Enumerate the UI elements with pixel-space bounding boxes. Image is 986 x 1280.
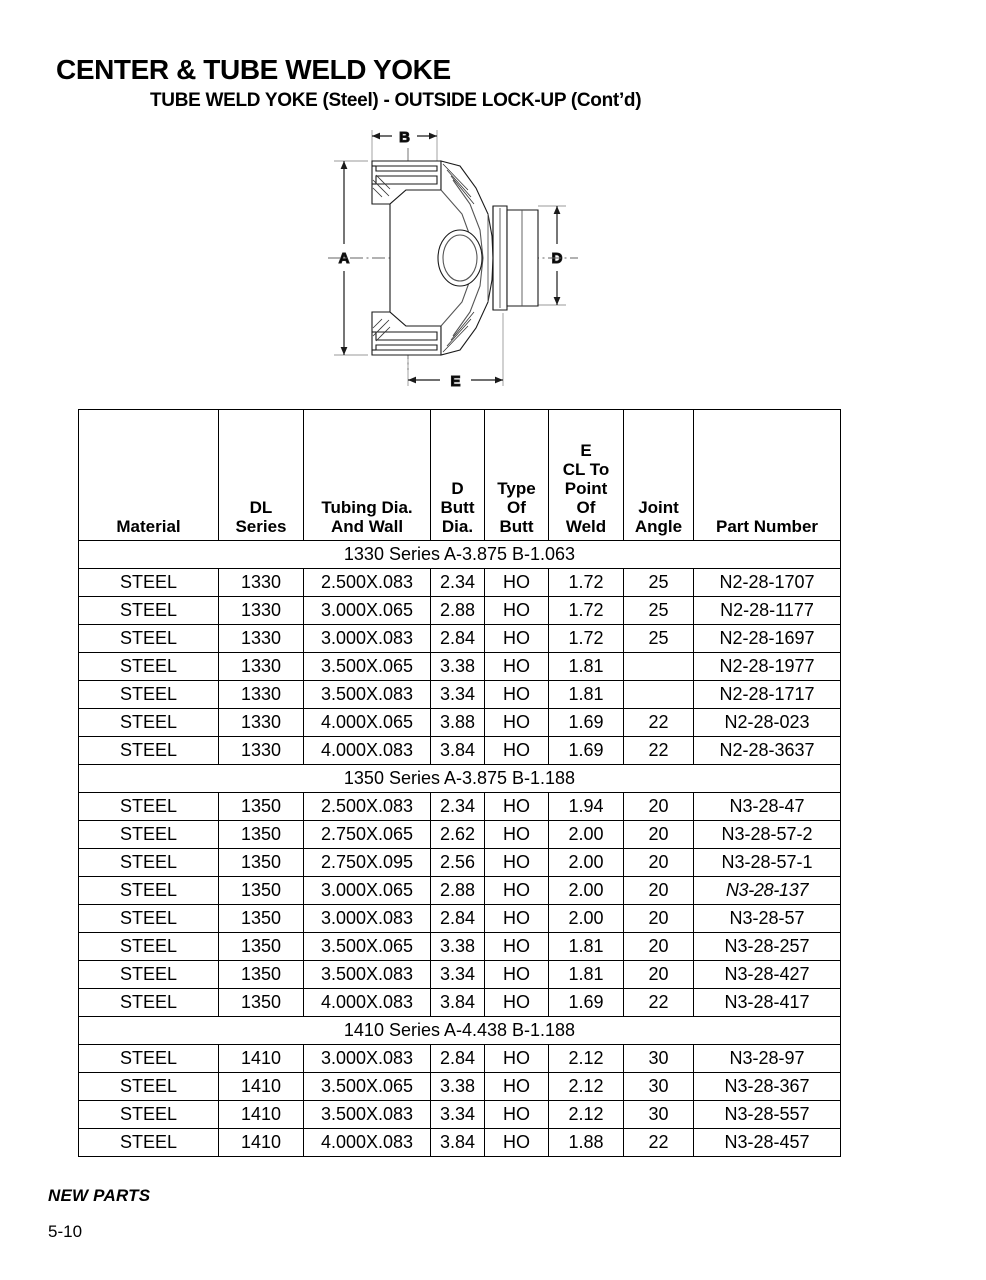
table-row xyxy=(79,1101,841,1129)
column-header-material xyxy=(79,410,219,541)
header-line: And Wall xyxy=(330,516,404,536)
cell-part-number: N3-28-367 xyxy=(694,1073,841,1101)
cell-part-number: N3-28-57 xyxy=(694,905,841,933)
cell-weld: 2.12 xyxy=(549,1045,624,1073)
cell-material: STEEL xyxy=(79,597,219,625)
column-header-part-number xyxy=(694,410,841,541)
cell-tubing: 3.000X.083 xyxy=(304,625,431,653)
cell-type-of-butt: HO xyxy=(485,597,549,625)
cell-joint-angle: 20 xyxy=(624,933,694,961)
dim-label-b: B xyxy=(399,129,410,146)
cell-material: STEEL xyxy=(79,849,219,877)
cell-tubing: 3.500X.065 xyxy=(304,1073,431,1101)
table-row xyxy=(79,793,841,821)
section-title: 1330 Series A-3.875 B-1.063 xyxy=(79,541,841,569)
cell-dl-series: 1350 xyxy=(219,961,304,989)
cell-part-number: N3-28-47 xyxy=(694,793,841,821)
cell-butt-dia: 2.56 xyxy=(431,849,485,877)
cell-joint-angle: 30 xyxy=(624,1101,694,1129)
table-section-header xyxy=(79,1017,841,1045)
table-row xyxy=(79,1129,841,1157)
header-line: Angle xyxy=(634,516,683,536)
cell-dl-series: 1410 xyxy=(219,1045,304,1073)
cell-material: STEEL xyxy=(79,877,219,905)
cell-tubing: 3.500X.083 xyxy=(304,1101,431,1129)
cell-weld: 1.69 xyxy=(549,737,624,765)
cell-tubing: 4.000X.065 xyxy=(304,709,431,737)
table-row xyxy=(79,989,841,1017)
cell-butt-dia: 3.38 xyxy=(431,653,485,681)
cell-tubing: 3.500X.065 xyxy=(304,653,431,681)
cell-dl-series: 1350 xyxy=(219,989,304,1017)
cell-material: STEEL xyxy=(79,1045,219,1073)
cell-weld: 2.12 xyxy=(549,1073,624,1101)
cell-joint-angle: 20 xyxy=(624,905,694,933)
cell-part-number: N2-28-1977 xyxy=(694,653,841,681)
table-row xyxy=(79,821,841,849)
cell-part-number: N2-28-3637 xyxy=(694,737,841,765)
cell-dl-series: 1350 xyxy=(219,849,304,877)
cell-type-of-butt: HO xyxy=(485,1045,549,1073)
cell-tubing: 2.500X.083 xyxy=(304,569,431,597)
cell-material: STEEL xyxy=(79,1101,219,1129)
column-header-butt-dia xyxy=(431,410,485,541)
cell-material: STEEL xyxy=(79,989,219,1017)
header-line: Weld xyxy=(565,516,607,536)
table-row xyxy=(79,905,841,933)
cell-butt-dia: 3.84 xyxy=(431,989,485,1017)
cell-butt-dia: 3.34 xyxy=(431,681,485,709)
cell-butt-dia: 2.84 xyxy=(431,625,485,653)
cell-joint-angle: 25 xyxy=(624,625,694,653)
cell-joint-angle: 30 xyxy=(624,1045,694,1073)
header-line: Type xyxy=(497,478,536,498)
cell-material: STEEL xyxy=(79,933,219,961)
cell-joint-angle xyxy=(624,653,694,681)
cell-material: STEEL xyxy=(79,793,219,821)
table-section-header xyxy=(79,765,841,793)
table-row xyxy=(79,569,841,597)
cell-tubing: 3.000X.083 xyxy=(304,905,431,933)
header-line: Series xyxy=(235,516,287,536)
cell-part-number: N2-28-023 xyxy=(694,709,841,737)
cell-type-of-butt: HO xyxy=(485,849,549,877)
table-header xyxy=(79,410,841,541)
cell-tubing: 2.750X.095 xyxy=(304,849,431,877)
header-line: Part Number xyxy=(715,516,819,536)
cell-part-number: N3-28-427 xyxy=(694,961,841,989)
cell-material: STEEL xyxy=(79,737,219,765)
cell-weld: 1.72 xyxy=(549,597,624,625)
cell-weld: 2.00 xyxy=(549,849,624,877)
cell-weld: 2.00 xyxy=(549,905,624,933)
cell-dl-series: 1330 xyxy=(219,625,304,653)
cell-butt-dia: 2.84 xyxy=(431,1045,485,1073)
cell-dl-series: 1330 xyxy=(219,569,304,597)
cell-type-of-butt: HO xyxy=(485,933,549,961)
cell-weld: 2.00 xyxy=(549,821,624,849)
cell-material: STEEL xyxy=(79,1073,219,1101)
header-line: DL xyxy=(249,497,273,517)
header-line: Material xyxy=(116,516,181,536)
header-line: Of xyxy=(507,497,526,517)
cell-part-number: N2-28-1717 xyxy=(694,681,841,709)
cell-joint-angle xyxy=(624,681,694,709)
cell-dl-series: 1350 xyxy=(219,877,304,905)
cell-part-number: N3-28-417 xyxy=(694,989,841,1017)
cell-joint-angle: 30 xyxy=(624,1073,694,1101)
cell-joint-angle: 20 xyxy=(624,793,694,821)
cell-dl-series: 1330 xyxy=(219,597,304,625)
cell-tubing: 4.000X.083 xyxy=(304,737,431,765)
cell-type-of-butt: HO xyxy=(485,905,549,933)
table-row xyxy=(79,1045,841,1073)
cell-butt-dia: 2.88 xyxy=(431,597,485,625)
cell-part-number: N3-28-257 xyxy=(694,933,841,961)
header-line: Point xyxy=(564,478,608,498)
cell-part-number: N3-28-57-1 xyxy=(694,849,841,877)
cell-butt-dia: 2.84 xyxy=(431,905,485,933)
new-parts-legend: NEW PARTS xyxy=(48,1186,151,1205)
cell-joint-angle: 22 xyxy=(624,737,694,765)
header-line: Butt xyxy=(440,497,475,517)
cell-material: STEEL xyxy=(79,653,219,681)
cell-weld: 2.12 xyxy=(549,1101,624,1129)
cell-weld: 1.81 xyxy=(549,961,624,989)
cell-butt-dia: 2.62 xyxy=(431,821,485,849)
cell-butt-dia: 2.34 xyxy=(431,569,485,597)
cell-joint-angle: 20 xyxy=(624,961,694,989)
column-header-tubing-dia-and-wall xyxy=(304,410,431,541)
header-line: E xyxy=(580,440,592,460)
section-title: 1350 Series A-3.875 B-1.188 xyxy=(79,765,841,793)
cell-weld: 1.81 xyxy=(549,681,624,709)
cell-butt-dia: 3.84 xyxy=(431,737,485,765)
header-line: Tubing Dia. xyxy=(321,497,413,517)
cell-weld: 1.72 xyxy=(549,625,624,653)
header-line: Of xyxy=(576,497,596,517)
page-number: 5-10 xyxy=(48,1222,83,1241)
cell-tubing: 3.000X.065 xyxy=(304,877,431,905)
cell-material: STEEL xyxy=(79,905,219,933)
cell-joint-angle: 22 xyxy=(624,709,694,737)
cell-weld: 2.00 xyxy=(549,877,624,905)
cell-material: STEEL xyxy=(79,821,219,849)
page-title: CENTER & TUBE WELD YOKE xyxy=(56,54,451,85)
cell-joint-angle: 22 xyxy=(624,1129,694,1157)
cell-tubing: 2.750X.065 xyxy=(304,821,431,849)
cell-part-number: N3-28-97 xyxy=(694,1045,841,1073)
column-header-cl-to-point-of-weld xyxy=(549,410,624,541)
cell-joint-angle: 20 xyxy=(624,877,694,905)
cell-dl-series: 1410 xyxy=(219,1101,304,1129)
cell-tubing: 4.000X.083 xyxy=(304,1129,431,1157)
cell-part-number: N2-28-1177 xyxy=(694,597,841,625)
header-line: CL To xyxy=(562,459,610,479)
cell-joint-angle: 25 xyxy=(624,597,694,625)
cell-butt-dia: 3.88 xyxy=(431,709,485,737)
cell-dl-series: 1350 xyxy=(219,793,304,821)
cell-weld: 1.81 xyxy=(549,653,624,681)
cell-butt-dia: 3.34 xyxy=(431,961,485,989)
cell-tubing: 3.000X.065 xyxy=(304,597,431,625)
header-line: Joint xyxy=(638,497,679,517)
table-row xyxy=(79,849,841,877)
table-row xyxy=(79,737,841,765)
table-row xyxy=(79,653,841,681)
cell-material: STEEL xyxy=(79,681,219,709)
cell-type-of-butt: HO xyxy=(485,1073,549,1101)
table-row xyxy=(79,597,841,625)
cell-part-number: N3-28-557 xyxy=(694,1101,841,1129)
dim-label-e: E xyxy=(450,373,461,390)
cell-part-number: N3-28-457 xyxy=(694,1129,841,1157)
cell-type-of-butt: HO xyxy=(485,625,549,653)
header-line: Dia. xyxy=(441,516,474,536)
cell-part-number: N2-28-1707 xyxy=(694,569,841,597)
cell-dl-series: 1330 xyxy=(219,737,304,765)
cell-type-of-butt: HO xyxy=(485,709,549,737)
parts-table xyxy=(78,409,841,1157)
cell-dl-series: 1410 xyxy=(219,1129,304,1157)
cell-type-of-butt: HO xyxy=(485,1129,549,1157)
cell-type-of-butt: HO xyxy=(485,961,549,989)
column-header-dl-series xyxy=(219,410,304,541)
cell-dl-series: 1350 xyxy=(219,905,304,933)
cell-weld: 1.69 xyxy=(549,709,624,737)
cell-tubing: 3.500X.083 xyxy=(304,681,431,709)
cell-tubing: 3.500X.065 xyxy=(304,933,431,961)
cell-dl-series: 1330 xyxy=(219,709,304,737)
dim-label-d: D xyxy=(551,250,563,267)
cell-butt-dia: 3.34 xyxy=(431,1101,485,1129)
cell-type-of-butt: HO xyxy=(485,793,549,821)
column-header-joint-angle xyxy=(624,410,694,541)
table-row xyxy=(79,933,841,961)
tube-weld-yoke-diagram xyxy=(310,118,610,403)
cell-type-of-butt: HO xyxy=(485,1101,549,1129)
cell-material: STEEL xyxy=(79,709,219,737)
cell-butt-dia: 2.34 xyxy=(431,793,485,821)
cell-type-of-butt: HO xyxy=(485,737,549,765)
cell-weld: 1.94 xyxy=(549,793,624,821)
cell-type-of-butt: HO xyxy=(485,653,549,681)
cell-joint-angle: 25 xyxy=(624,569,694,597)
table-row xyxy=(79,709,841,737)
column-header-type-of-butt xyxy=(485,410,549,541)
cell-weld: 1.69 xyxy=(549,989,624,1017)
cell-part-number: N3-28-137 xyxy=(694,877,841,905)
table-row xyxy=(79,961,841,989)
cell-dl-series: 1330 xyxy=(219,653,304,681)
cell-type-of-butt: HO xyxy=(485,877,549,905)
header-line: Butt xyxy=(499,516,534,536)
cell-dl-series: 1410 xyxy=(219,1073,304,1101)
cell-material: STEEL xyxy=(79,569,219,597)
cell-dl-series: 1350 xyxy=(219,933,304,961)
cell-joint-angle: 20 xyxy=(624,849,694,877)
cell-weld: 1.88 xyxy=(549,1129,624,1157)
table-row xyxy=(79,877,841,905)
cell-material: STEEL xyxy=(79,1129,219,1157)
table-section-header xyxy=(79,541,841,569)
cell-tubing: 3.000X.083 xyxy=(304,1045,431,1073)
table-row xyxy=(79,681,841,709)
cell-part-number: N3-28-57-2 xyxy=(694,821,841,849)
cell-dl-series: 1330 xyxy=(219,681,304,709)
header-line: D xyxy=(451,478,464,498)
cell-butt-dia: 2.88 xyxy=(431,877,485,905)
cell-type-of-butt: HO xyxy=(485,681,549,709)
cell-material: STEEL xyxy=(79,625,219,653)
cell-joint-angle: 20 xyxy=(624,821,694,849)
cell-tubing: 3.500X.083 xyxy=(304,961,431,989)
cell-joint-angle: 22 xyxy=(624,989,694,1017)
cell-tubing: 4.000X.083 xyxy=(304,989,431,1017)
cell-weld: 1.81 xyxy=(549,933,624,961)
table-row xyxy=(79,1073,841,1101)
cell-butt-dia: 3.84 xyxy=(431,1129,485,1157)
page-subtitle: TUBE WELD YOKE (Steel) - OUTSIDE LOCK-UP (Cont’d) xyxy=(150,90,642,111)
cell-butt-dia: 3.38 xyxy=(431,1073,485,1101)
cell-part-number: N2-28-1697 xyxy=(694,625,841,653)
cell-butt-dia: 3.38 xyxy=(431,933,485,961)
cell-dl-series: 1350 xyxy=(219,821,304,849)
cell-material: STEEL xyxy=(79,961,219,989)
cell-type-of-butt: HO xyxy=(485,989,549,1017)
cell-tubing: 2.500X.083 xyxy=(304,793,431,821)
cell-type-of-butt: HO xyxy=(485,569,549,597)
cell-weld: 1.72 xyxy=(549,569,624,597)
dim-label-a: A xyxy=(338,250,350,267)
table-body xyxy=(79,541,841,1157)
table-row xyxy=(79,625,841,653)
section-title: 1410 Series A-4.438 B-1.188 xyxy=(79,1017,841,1045)
cell-type-of-butt: HO xyxy=(485,821,549,849)
